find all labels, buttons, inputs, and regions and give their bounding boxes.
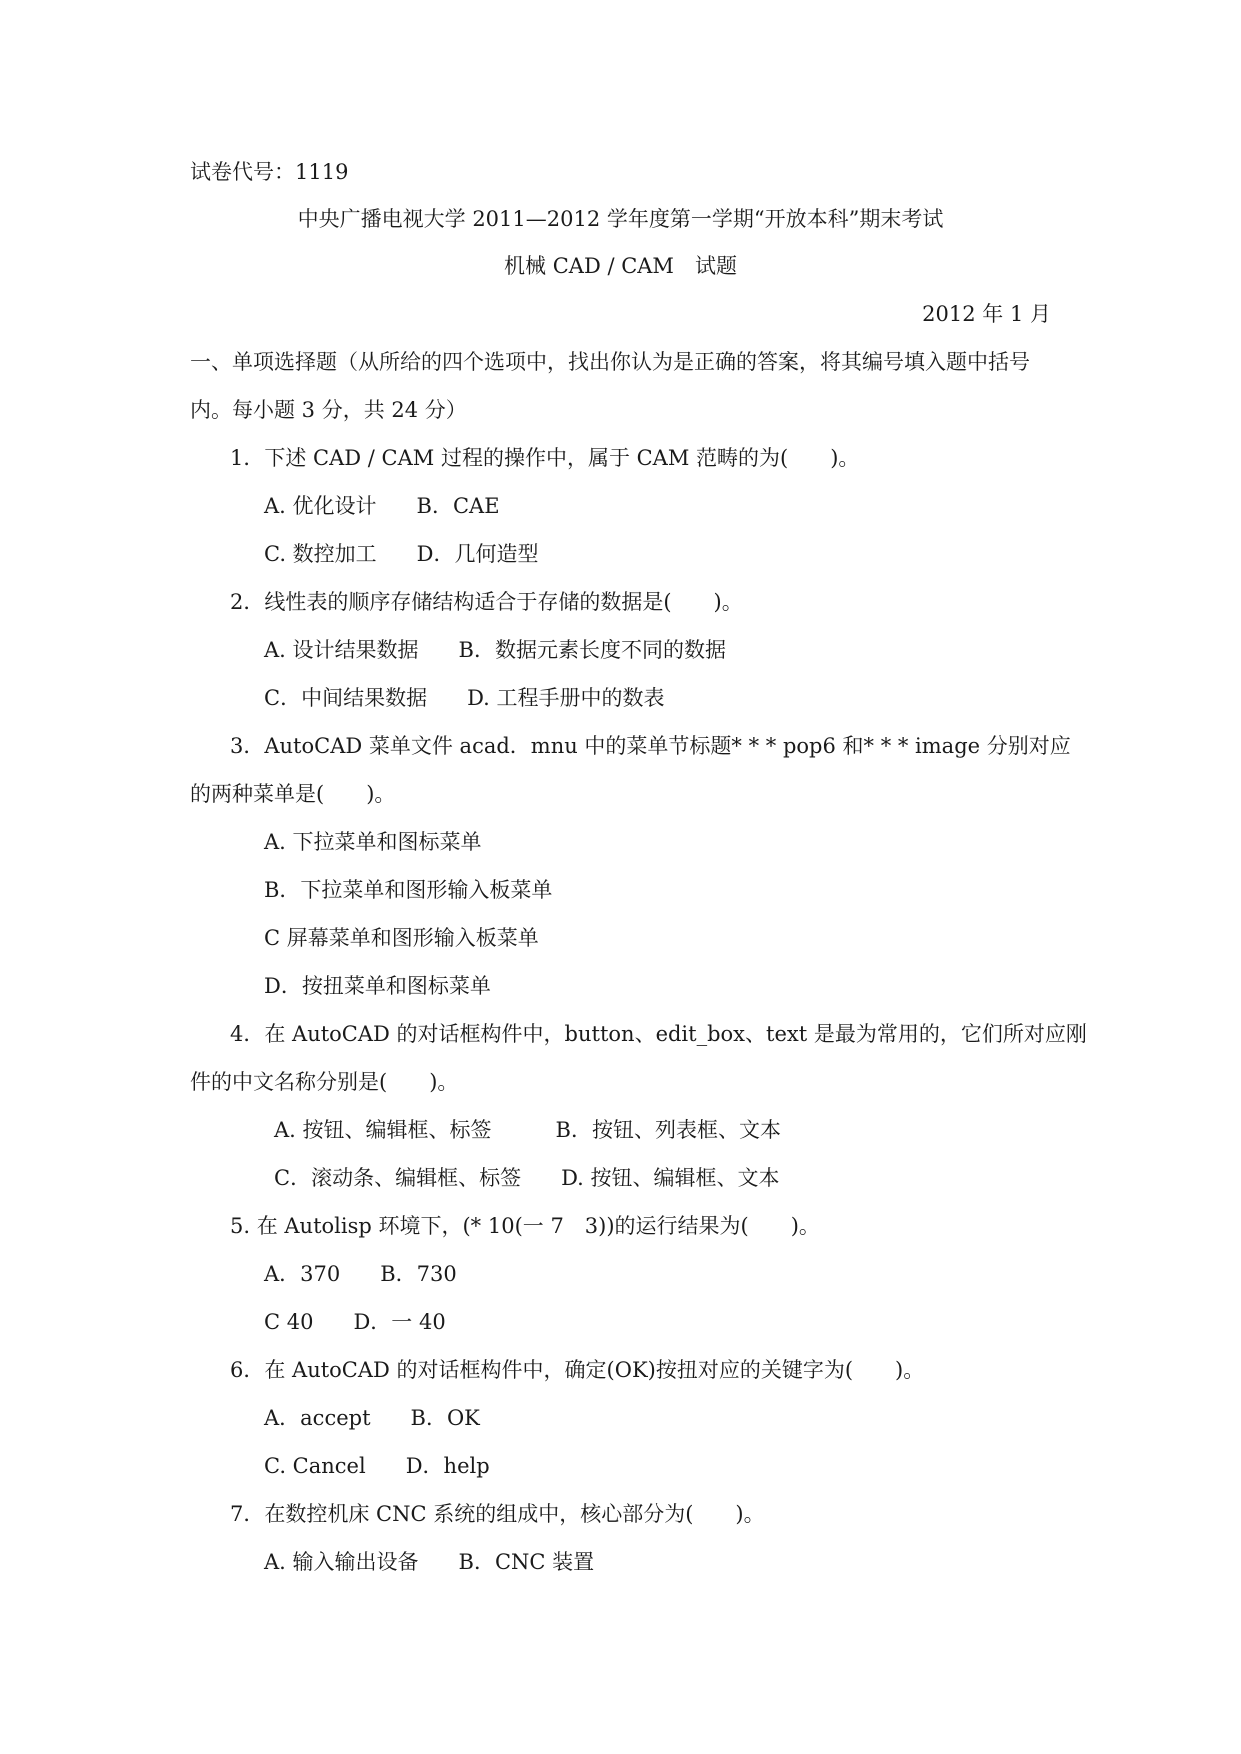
q4-option-d: D. 按钮、编辑框、文本: [561, 1166, 780, 1190]
q3-option-a: A. 下拉菜单和图标菜单: [264, 830, 482, 854]
question-6-options-ab: [264, 1404, 480, 1432]
q1-option-b: B．CAE: [416, 494, 500, 518]
question-2-options-ab: [264, 636, 726, 664]
exam-code: 试卷代号：1119: [190, 160, 349, 184]
section-instructions-line1: 一、单项选择题（从所给的四个选项中，找出你认为是正确的答案，将其编号填入题中括号: [190, 350, 1030, 374]
q6-option-c: C. Cancel: [264, 1454, 366, 1478]
exam-date: 2012 年 1 月: [922, 302, 1051, 326]
question-4-stem-line1: 4．在 AutoCAD 的对话框构件中，button、edit_box、text 是最为常用的，它们所对应刚: [230, 1022, 1087, 1046]
question-2-stem: 2．线性表的顺序存储结构适合于存储的数据是( )。: [230, 590, 743, 614]
question-4-options-ab: [274, 1116, 781, 1144]
q6-option-a: A．accept: [264, 1406, 371, 1430]
question-3-stem-line1: 3．AutoCAD 菜单文件 acad．mnu 中的菜单节标题* * * pop6 和* * * image 分别对应: [230, 734, 1071, 758]
q1-option-d: D．几何造型: [416, 542, 539, 566]
question-4-options-cd: [274, 1164, 780, 1192]
question-6-stem: 6．在 AutoCAD 的对话框构件中，确定(OK)按扭对应的关键字为( )。: [230, 1358, 925, 1382]
q5-option-d: D．一 40: [353, 1310, 446, 1334]
question-7-options-ab: [264, 1548, 594, 1576]
q3-option-c: C 屏幕菜单和图形输入板菜单: [264, 926, 539, 950]
question-6-options-cd: [264, 1452, 490, 1480]
question-5-stem: 5. 在 Autolisp 环境下，(* 10(一 7 3))的运行结果为( )。: [230, 1214, 820, 1238]
q6-option-d: D．help: [405, 1454, 490, 1478]
question-2-options-cd: [264, 684, 665, 712]
q1-option-c: C. 数控加工: [264, 542, 377, 566]
q5-option-a: A．370: [264, 1262, 341, 1286]
question-1-stem: 1．下述 CAD / CAM 过程的操作中，属于 CAM 范畴的为( )。: [230, 446, 860, 470]
question-5-options-cd: [264, 1308, 446, 1336]
q4-option-c: C．滚动条、编辑框、标签: [274, 1166, 522, 1190]
q2-option-c: C．中间结果数据: [264, 686, 428, 710]
q2-option-a: A. 设计结果数据: [264, 638, 419, 662]
question-3-stem-line2: 的两种菜单是( )。: [190, 782, 396, 806]
q4-option-a: A. 按钮、编辑框、标签: [274, 1118, 492, 1142]
q5-option-c: C 40: [264, 1310, 314, 1334]
question-5-options-ab: [264, 1260, 457, 1288]
section-instructions-line2: 内。每小题 3 分，共 24 分）: [190, 398, 467, 422]
exam-title: 中央广播电视大学 2011—2012 学年度第一学期“开放本科”期末考试: [297, 207, 944, 231]
q4-option-b: B．按钮、列表框、文本: [555, 1118, 781, 1142]
q6-option-b: B．OK: [410, 1406, 480, 1430]
q1-option-a: A. 优化设计: [264, 494, 377, 518]
question-1-options-ab: [264, 492, 500, 520]
q3-option-d: D．按扭菜单和图标菜单: [264, 974, 491, 998]
q3-option-b: B．下拉菜单和图形输入板菜单: [264, 878, 553, 902]
q2-option-d: D. 工程手册中的数表: [467, 686, 665, 710]
question-1-options-cd: [264, 540, 539, 568]
exam-subtitle: 机械 CAD / CAM 试题: [504, 254, 737, 278]
q7-option-b: B．CNC 装置: [458, 1550, 595, 1574]
q7-option-a: A. 输入输出设备: [264, 1550, 419, 1574]
q2-option-b: B．数据元素长度不同的数据: [458, 638, 726, 662]
q5-option-b: B．730: [380, 1262, 457, 1286]
question-7-stem: 7．在数控机床 CNC 系统的组成中，核心部分为( )。: [230, 1502, 765, 1526]
question-4-stem-line2: 件的中文名称分别是( )。: [190, 1070, 459, 1094]
